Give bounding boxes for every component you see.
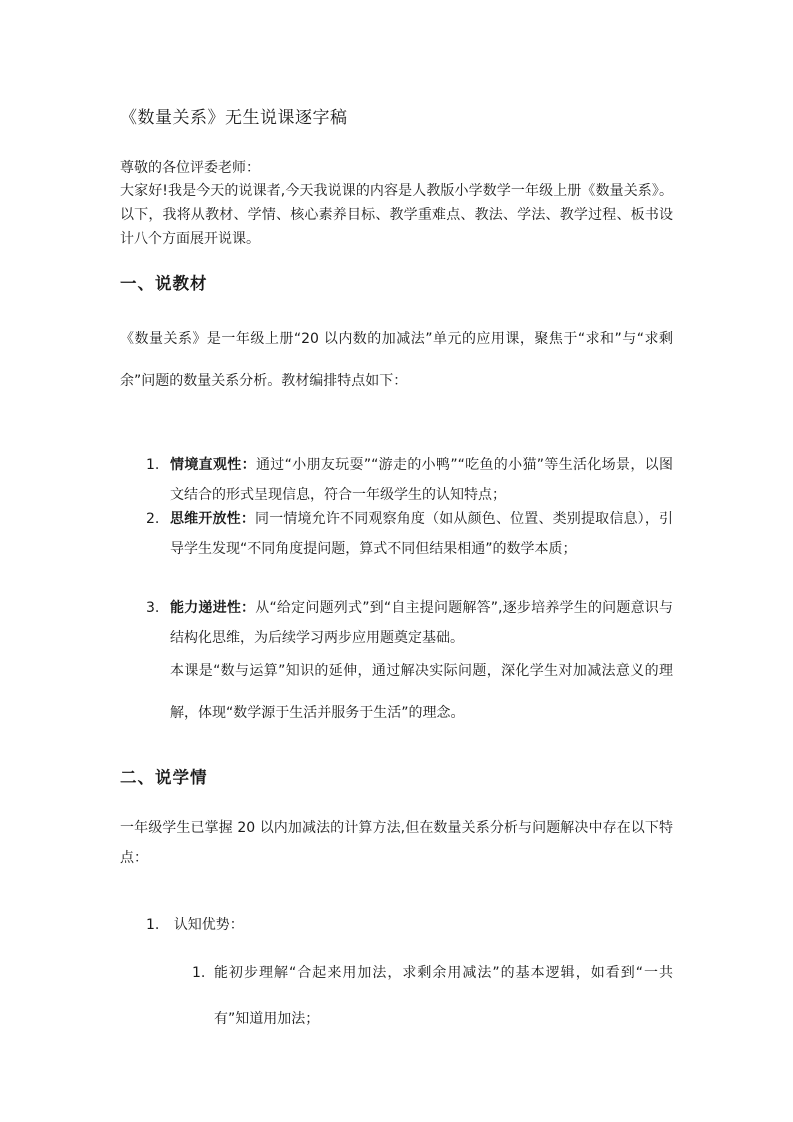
textbook-note: 本课是“数与运算”知识的延伸，通过解决实际问题，深化学生对加减法意义的理解，体现“数学源于生活并服务于生活”的理念。: [170, 663, 673, 721]
sub-heading: [146, 914, 244, 934]
sub-label: 认知优势：: [173, 917, 244, 933]
intro-paragraph: 大家好!我是今天的说课者,今天我说课的内容是人教版小学数学一年级上册《数量关系》。以下，我将从教材、学情、核心素养目标、教学重难点、教法、学法、教学过程、板书设计八个方面展开说课。: [120, 183, 673, 247]
list-item: [146, 593, 673, 653]
list-body: [170, 593, 673, 653]
sub-number: 1.: [146, 917, 160, 933]
list-number: 1.: [192, 965, 206, 981]
list-label: 情境直观性：: [170, 457, 256, 473]
list-label: 思维开放性：: [170, 511, 256, 527]
greeting: 尊敬的各位评委老师：: [120, 160, 260, 176]
list-text: 能初步理解“合起来用加法，求剩余用减法”的基本逻辑，如看到“一共有”知道用加法；: [214, 965, 673, 1027]
list-text: 同一情境允许不同观察角度（如从颜色、位置、类别提取信息），引导学生发现“不同角度提问题，算式不同但结果相通”的数学本质；: [170, 511, 674, 557]
list-body: [170, 450, 673, 510]
list-label: 能力递进性：: [170, 600, 256, 616]
list-text: 通过“小朋友玩耍”“游走的小鸭”“吃鱼的小猫”等生活化场景，以图文结合的形式呈现信息，符合一年级学生的认知特点；: [170, 457, 673, 503]
list-body: [170, 504, 673, 564]
students-paragraph: 一年级学生已掌握 20 以内加减法的计算方法,但在数量关系分析与问题解决中存在以下特点：: [120, 820, 673, 866]
list-item: [146, 504, 673, 564]
list-number: 3.: [146, 600, 160, 616]
list-item: [146, 450, 673, 510]
list-number: 1.: [146, 457, 160, 473]
list-text: 从“给定问题列式”到“自主提问题解答”,逐步培养学生的问题意识与结构化思维，为后续学习两步应用题奠定基础。: [170, 600, 674, 646]
list-number: 2.: [146, 511, 160, 527]
section-heading-textbook: 一、说教材: [120, 274, 208, 293]
list-item: [192, 950, 673, 1042]
document-title: 《数量关系》无生说课逐字稿: [120, 108, 348, 128]
section-heading-students: 二、说学情: [120, 768, 208, 787]
textbook-paragraph: 《数量关系》是一年级上册“20 以内数的加减法”单元的应用课，聚焦于“求和”与“求剩余”问题的数量关系分析。教材编排特点如下：: [120, 331, 673, 389]
